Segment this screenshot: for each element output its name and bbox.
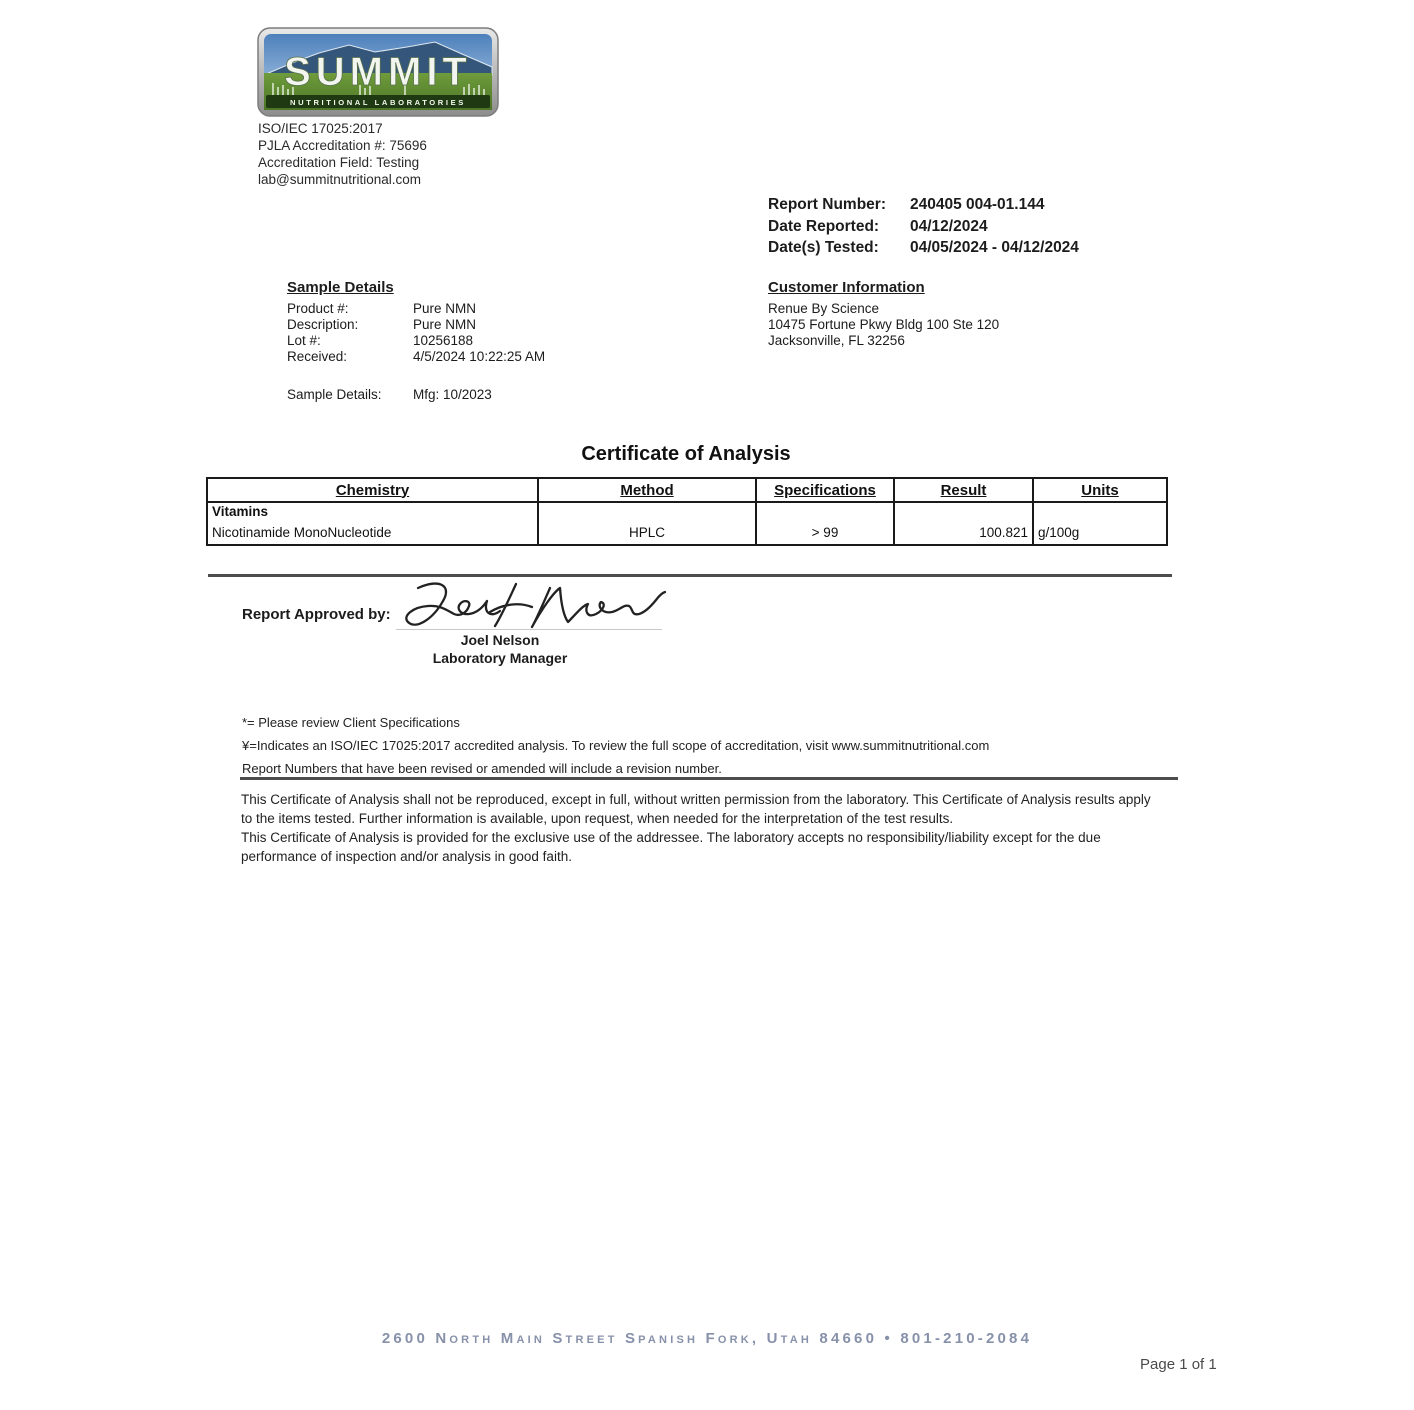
empty-cell (756, 502, 894, 520)
cell-result: 100.821 (894, 520, 1033, 545)
sample-details-heading: Sample Details (287, 279, 394, 296)
lot-row (287, 333, 545, 349)
customer-name: Renue By Science (768, 301, 880, 316)
product-value: Pure NMN (413, 301, 477, 316)
disclaimer-block (241, 790, 1159, 866)
col-header-chemistry: Chemistry (207, 478, 538, 502)
sample-extra-label: Sample Details: (287, 387, 382, 402)
col-header-specifications: Specifications (756, 478, 894, 502)
approved-by-label: Report Approved by: (242, 606, 391, 623)
accreditation-block (258, 120, 427, 188)
product-label: Product #: (287, 301, 349, 316)
dates-tested-row (768, 237, 1079, 259)
received-row (287, 349, 545, 365)
table-row (207, 520, 1167, 545)
category-row (207, 502, 1167, 520)
description-row (287, 317, 545, 333)
description-value: Pure NMN (413, 317, 477, 332)
empty-cell (538, 502, 756, 520)
cell-units: g/100g (1033, 520, 1167, 545)
divider-line (240, 777, 1178, 780)
logo-wordmark: SUMMIT (284, 50, 472, 94)
customer-info-block (768, 301, 999, 349)
col-header-method: Method (538, 478, 756, 502)
sample-details-block (287, 301, 545, 365)
results-table (206, 477, 1168, 546)
disclaimer-paragraph-1: This Certificate of Analysis shall not be reproduced, except in full, without written permission from the laboratory. This Certificate of Analysis results apply to the items tested. Further information is available, upon request, when needed for the interpretation of the test results. (241, 792, 1151, 826)
cell-specifications: > 99 (756, 520, 894, 545)
lab-address: 2600 North Main Street Spanish Fork, Utah 84660 • 801-210-2084 (381, 1330, 1033, 1347)
divider-line (208, 574, 1172, 577)
sample-extra-row (287, 387, 492, 402)
disclaimer-paragraph-2: This Certificate of Analysis is provided for the exclusive use of the addressee. The laboratory accepts no responsibility/liability except for the due performance of inspection and/or analysis in good faith. (241, 830, 1101, 864)
accreditation-standard: ISO/IEC 17025:2017 (258, 121, 383, 136)
date-reported-row (768, 216, 1079, 238)
signer-title: Laboratory Manager (432, 649, 568, 666)
footnote-accredited-analysis: ¥=Indicates an ISO/IEC 17025:2017 accredited analysis. To review the full scope of accreditation, visit www.summitnutritional.com (242, 738, 990, 753)
page-number: Page 1 of 1 (1140, 1356, 1217, 1373)
received-label: Received: (287, 349, 348, 364)
page-title: Certificate of Analysis (581, 443, 791, 465)
received-value: 4/5/2024 10:22:25 AM (413, 349, 546, 364)
customer-city-state: Jacksonville, FL 32256 (768, 333, 905, 348)
dates-tested-label: Date(s) Tested: (768, 239, 879, 256)
signer-name: Joel Nelson (460, 632, 540, 648)
summit-logo (257, 27, 499, 117)
accreditation-field: Accreditation Field: Testing (258, 155, 420, 170)
empty-cell (894, 502, 1033, 520)
customer-address: 10475 Fortune Pkwy Bldg 100 Ste 120 (768, 317, 1000, 332)
date-reported-label: Date Reported: (768, 217, 880, 235)
report-info-block (768, 194, 1079, 259)
signer-block (377, 632, 623, 667)
lot-label: Lot #: (287, 333, 321, 348)
col-header-result: Result (894, 478, 1033, 502)
cell-chemistry: Nicotinamide MonoNucleotide (207, 520, 538, 545)
logo-tagline: NUTRITIONAL LABORATORIES (290, 98, 466, 107)
customer-info-heading: Customer Information (768, 279, 925, 296)
col-header-units: Units (1033, 478, 1167, 502)
report-number-row (768, 194, 1079, 216)
footnote-client-specs: *= Please review Client Specifications (242, 715, 460, 730)
footnotes-block (242, 711, 989, 780)
lot-value: 10256188 (413, 333, 474, 348)
report-number-label: Report Number: (768, 196, 886, 213)
dates-tested-value: 04/05/2024 - 04/12/2024 (910, 239, 1079, 256)
cell-method: HPLC (538, 520, 756, 545)
lab-email: lab@summitnutritional.com (258, 172, 422, 187)
footnote-revision: Report Numbers that have been revised or amended will include a revision number. (242, 761, 722, 776)
accreditation-number: PJLA Accreditation #: 75696 (258, 138, 427, 153)
description-label: Description: (287, 317, 359, 332)
summit-logo-image (257, 27, 499, 117)
report-number-value: 240405 004-01.144 (910, 196, 1045, 213)
signature-line (396, 629, 662, 630)
sample-extra-value: Mfg: 10/2023 (413, 387, 492, 402)
product-row (287, 301, 545, 317)
category-label: Vitamins (207, 502, 538, 520)
date-reported-value: 04/12/2024 (910, 217, 988, 235)
empty-cell (1033, 502, 1167, 520)
signature-image (388, 576, 668, 634)
table-header-row (207, 478, 1167, 502)
